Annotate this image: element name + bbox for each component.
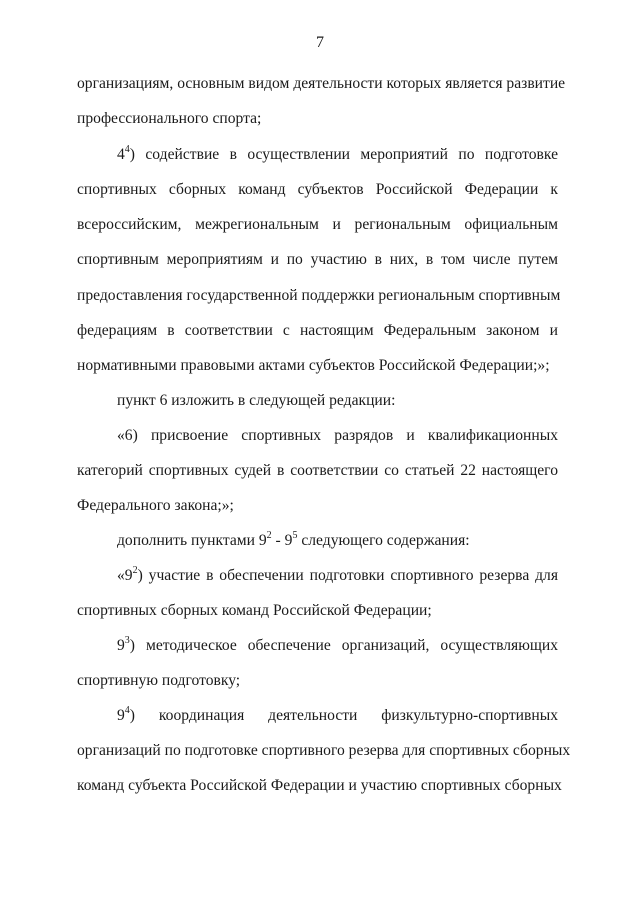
text-line-1: организациям, основным видом деятельности которых является развитие	[77, 75, 566, 92]
text-line-11: «6) присвоение спортивных разрядов и квалификационных	[117, 427, 558, 444]
text-line-10: пункт 6 изложить в следующей редакции:	[117, 392, 396, 409]
text-line-13: Федерального закона;»;	[77, 497, 234, 514]
text-line-4: спортивных сборных команд субъектов Российской Федерации к	[77, 181, 558, 198]
text-line-18: спортивную подготовку;	[77, 672, 241, 689]
text-line-16: спортивных сборных команд Российской Федерации;	[77, 602, 432, 619]
page-number: 7	[316, 34, 324, 51]
text-line-9: нормативными правовыми актами субъектов Российской Федерации;»;	[77, 357, 550, 374]
text-line-15: «$9^2$) участие в обеспечении подготовки спортивного резерва для	[117, 564, 558, 584]
text-line-21: команд субъекта Российской Федерации и участию спортивных сборных	[77, 777, 562, 794]
text-line-17: $9^3$) методическое обеспечение организаций, осуществляющих	[117, 634, 558, 654]
text-line-3: $4^4$) содействие в осуществлении мероприятий по подготовке	[117, 143, 558, 163]
text-line-20: организаций по подготовке спортивного резерва для спортивных сборных	[77, 742, 571, 759]
text-line-12: категорий спортивных судей в соответствии со статьей 22 настоящего	[77, 462, 558, 479]
text-line-8: федерациям в соответствии с настоящим Федеральным законом и	[77, 322, 558, 339]
text-line-7: предоставления государственной поддержки региональным спортивным	[77, 287, 561, 304]
text-line-5: всероссийским, межрегиональным и региональным официальным	[77, 216, 558, 233]
text-line-2: профессионального спорта;	[77, 110, 262, 127]
text-line-14: дополнить пунктами $9^2 - 9^5$ следующего содержания:	[117, 529, 470, 549]
text-line-6: спортивным мероприятиям и по участию в них, в том числе путем	[77, 251, 558, 268]
text-line-19: $9^4$) координация деятельности физкультурно-спортивных	[117, 704, 558, 724]
